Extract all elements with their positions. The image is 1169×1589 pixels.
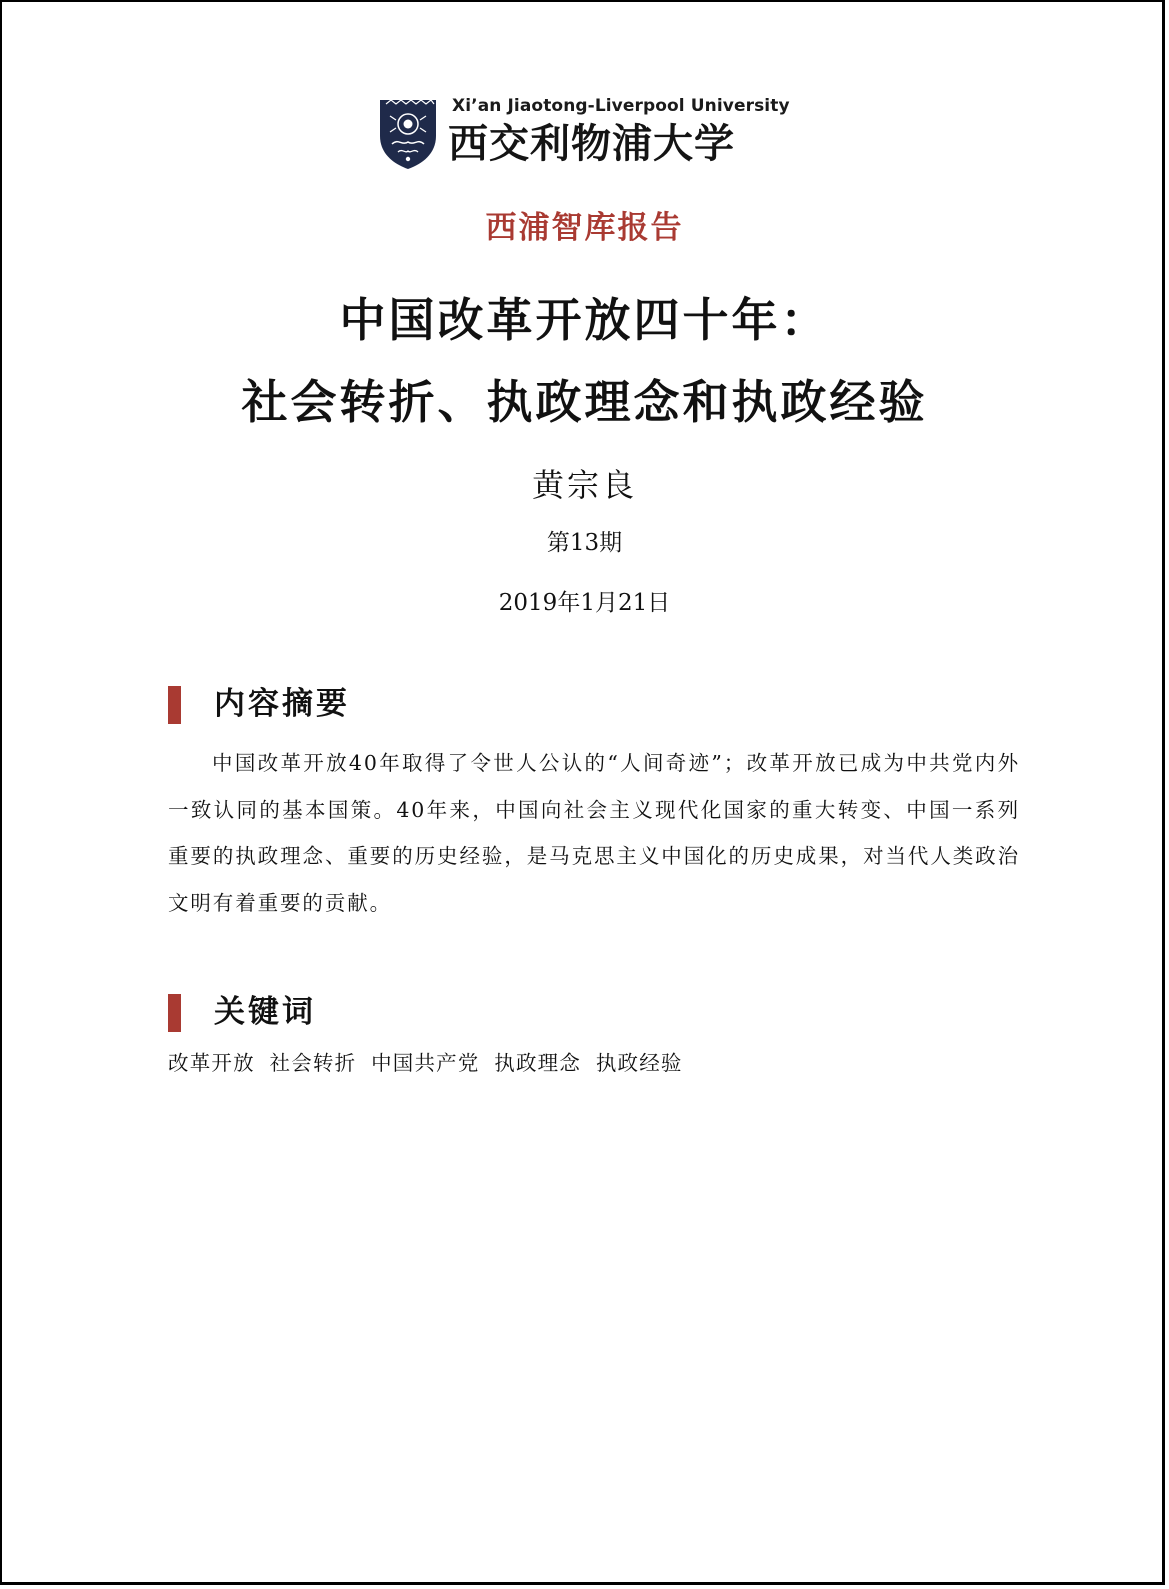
publication-date: 2019年1月21日 <box>498 590 671 616</box>
keywords-heading: 关键词 <box>214 994 316 1030</box>
keywords-heading-accent-bar <box>168 994 181 1032</box>
keyword-item: 改革开放 <box>168 1051 255 1075</box>
university-logo <box>378 96 798 172</box>
author-name: 黄宗良 <box>531 466 637 504</box>
issue-number: 第13期 <box>546 530 623 556</box>
university-name-chinese: 西交利物浦大学 <box>448 121 735 167</box>
report-title-line-2: 社会转折、执政理念和执政经验 <box>241 375 928 429</box>
report-title-line-1: 中国改革开放四十年： <box>339 293 830 347</box>
report-series-title: 西浦智库报告 <box>485 210 684 246</box>
university-crest-icon <box>378 98 438 170</box>
abstract-heading-accent-bar <box>168 686 181 724</box>
keyword-item: 执政经验 <box>595 1051 683 1075</box>
abstract-heading: 内容摘要 <box>214 686 350 722</box>
keyword-item: 社会转折 <box>269 1051 357 1075</box>
abstract-text: 中国改革开放40年取得了令世人公认的“人间奇迹”；改革开放已成为中共党内外一致认同的基本国策。40年来，中国向社会主义现代化国家的重大转变、中国一系列重要的执政理念、重要的历史经验，是马克思主义中国化的历史成果，对当代人类政治文明有着重要的贡献。 <box>168 751 1020 915</box>
keywords-list <box>168 1046 690 1076</box>
university-name-english: Xi’an Jiaotong-Liverpool University <box>452 96 790 116</box>
keyword-item: 中国共产党 <box>371 1051 480 1075</box>
keyword-item: 执政理念 <box>494 1051 582 1075</box>
